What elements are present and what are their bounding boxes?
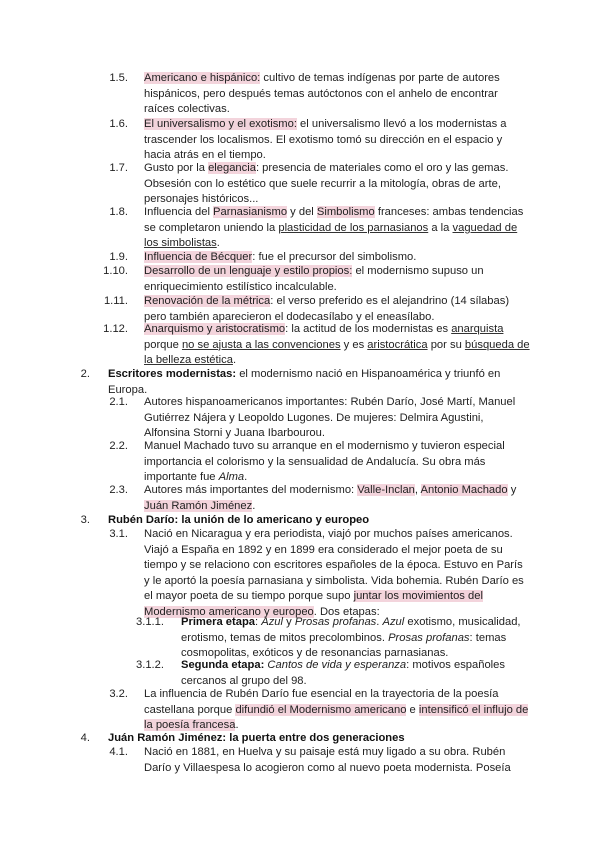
item-number: 3.1.1. <box>136 616 164 628</box>
list-item-1-8: Influencia del Parnasianismo y del Simbolismo franceses: ambas tendencias se completaron uniendo la plasticidad de los parnasianos a la vaguedad de los simbolistas. <box>144 206 524 250</box>
work-title: Azul <box>261 616 283 628</box>
list-item-3-2: La influencia de Rubén Darío fue esencial en la trayectoria de la poesía castellana porque difundió el Modernismo americano e intensificó el influjo de la poesía francesa. <box>144 688 529 732</box>
section-title: Juán Ramón Jiménez: la puerta entre dos generaciones <box>108 732 405 744</box>
item-number: 1.5. <box>109 72 128 84</box>
item-number: 3.1. <box>109 528 128 540</box>
underlined-phrase: plasticidad de los parnasianos <box>278 221 429 234</box>
highlighted-term: Simbolismo <box>316 206 375 218</box>
section-2: Escritores modernistas: el modernismo nació en Hispanoamérica y triunfó en Europa. <box>108 368 501 396</box>
highlighted-term: El universalismo y el exotismo: <box>144 118 297 130</box>
highlighted-term: Valle-Inclan <box>357 484 415 496</box>
list-item-3-1: Nació en Nicaragua y era periodista, viajó por muchos países americanos. Viajó a España en 1892 y en 1899 era considerado el mejor poeta de su tiempo y se relaciono con escritores españoles de la época. Estuvo en París y le aportó la poesía parnasiana y simbolista. Vida bohemia. Rubén Darío es el mayor poeta de su tiempo porque supo juntar los movimientos del Modernismo americano y europeo. Dos etapas: <box>144 528 524 618</box>
list-item-1-6: El universalismo y el exotismo: el universalismo llevó a los modernistas a trascender los localismos. El exotismo tomó su dirección en el espacio y hacia atrás en el tiempo. <box>144 118 507 162</box>
section-title: Escritores modernistas: <box>108 368 237 380</box>
item-number: 2.1. <box>109 396 128 408</box>
list-item-1-5: Americano e hispánico: cultivo de temas indígenas por parte de autores hispánicos, pero después temas autóctonos con el anhelo de encontrar raíces colectivas. <box>144 72 500 116</box>
highlighted-term: Renovación de la métrica <box>144 295 271 307</box>
section-title: Rubén Darío: la unión de lo americano y europeo <box>108 514 370 526</box>
highlighted-term: difundió el Modernismo americano <box>235 703 407 716</box>
item-number: 1.8. <box>109 206 128 218</box>
underlined-phrase: aristocrática <box>367 338 428 351</box>
list-item-1-12: Anarquismo y aristocratismo: la actitud de los modernistas es anarquista porque no se ajusta a las convenciones y es aristocrática por su búsqueda de la belleza estética. <box>144 323 530 367</box>
highlighted-term: Americano e hispánico: <box>144 72 261 84</box>
work-title: Prosas profanas <box>294 616 377 628</box>
section-number: 3. <box>80 514 90 526</box>
item-number: 4.1. <box>109 746 128 758</box>
item-number: 1.6. <box>109 118 128 130</box>
item-number: 1.10. <box>103 265 128 277</box>
stage-title: Primera etapa <box>181 616 256 628</box>
work-title: Cantos de vida y esperanza <box>267 659 407 671</box>
underlined-phrase: vaguedad de los simbolistas <box>144 221 518 250</box>
list-item-3-1-2: Segunda etapa: Cantos de vida y esperanza: motivos españoles cercanos al grupo del 98. <box>181 659 505 687</box>
underlined-phrase: búsqueda de la belleza estética <box>144 338 530 367</box>
list-item-4-1: Nació en 1881, en Huelva y su paisaje está muy ligado a su obra. Rubén Darío y Villaespesa lo acogieron como al nuevo poeta modernista. Poseía <box>144 746 511 774</box>
list-item-1-10: Desarrollo de un lenguaje y estilo propios: el modernismo supuso un enriquecimiento estilístico incalculable. <box>144 265 484 293</box>
item-number: 1.9. <box>109 251 128 263</box>
section-number: 2. <box>80 368 90 380</box>
item-number: 3.2. <box>109 688 128 700</box>
list-item-2-3: Autores más importantes del modernismo: Valle-Inclan, Antonio Machado y Juán Ramón Jiménez. <box>144 484 517 512</box>
highlighted-term: Juán Ramón Jiménez <box>144 499 253 512</box>
item-number: 1.7. <box>109 162 128 174</box>
highlighted-term: juntar los movimientos del Modernismo americano y europeo <box>144 590 483 618</box>
underlined-phrase: anarquista <box>451 323 504 335</box>
underlined-phrase: no se ajusta a las convenciones <box>181 338 341 351</box>
list-item-3-1-1: Primera etapa: Azul y Prosas profanas. Azul exotismo, musicalidad, erotismo, temas de mitos precolombinos. Prosas profanas: temas cosmopolitas, exóticos y de resonancias parnasianas. <box>181 616 521 660</box>
highlighted-term: Antonio Machado <box>420 484 508 496</box>
item-number: 2.2. <box>109 440 128 452</box>
highlighted-term: elegancia <box>208 162 256 174</box>
item-number: 3.1.2. <box>136 659 164 671</box>
item-number: 1.12. <box>103 323 128 335</box>
list-item-1-9: Influencia de Bécquer: fue el precursor del simbolismo. <box>144 251 417 263</box>
list-item-1-7: Gusto por la elegancia: presencia de materiales como el oro y las gemas. Obsesión con lo estético que suele recurrir a la mitología, obras de arte, personajes históricos... <box>144 162 509 206</box>
highlighted-term: Anarquismo y aristocratismo <box>144 323 286 335</box>
work-title: Prosas profanas <box>388 631 470 644</box>
work-title: Azul <box>382 616 405 628</box>
item-number: 2.3. <box>109 484 128 496</box>
item-number: 1.11. <box>103 295 128 307</box>
list-item-2-2: Manuel Machado tuvo su arranque en el modernismo y tuvieron especial importancia el colorismo y la sensualidad de Andalucía. Su obra más importante fue Alma. <box>144 440 505 484</box>
section-number: 4. <box>80 732 90 744</box>
highlighted-term: Desarrollo de un lenguaje y estilo propios: <box>144 265 353 277</box>
work-title: Alma <box>218 471 245 484</box>
stage-title: Segunda etapa: <box>181 659 265 671</box>
list-item-2-1: Autores hispanoamericanos importantes: Rubén Darío, José Martí, Manuel Gutiérrez Nájera y Leopoldo Lugones. De mujeres: Delmira Agustini, Alfonsina Storni y Juana Ibarbourou. <box>144 396 516 440</box>
highlighted-term: Parnasianismo <box>213 206 288 218</box>
highlighted-term: Influencia de Bécquer <box>144 251 253 263</box>
list-item-1-11: Renovación de la métrica: el verso preferido es el alejandrino (14 sílabas) pero también aparecieron el dodecasílabo y el eneasílabo. <box>144 295 510 323</box>
highlighted-term: intensificó el influjo de la poesía francesa <box>144 703 529 732</box>
